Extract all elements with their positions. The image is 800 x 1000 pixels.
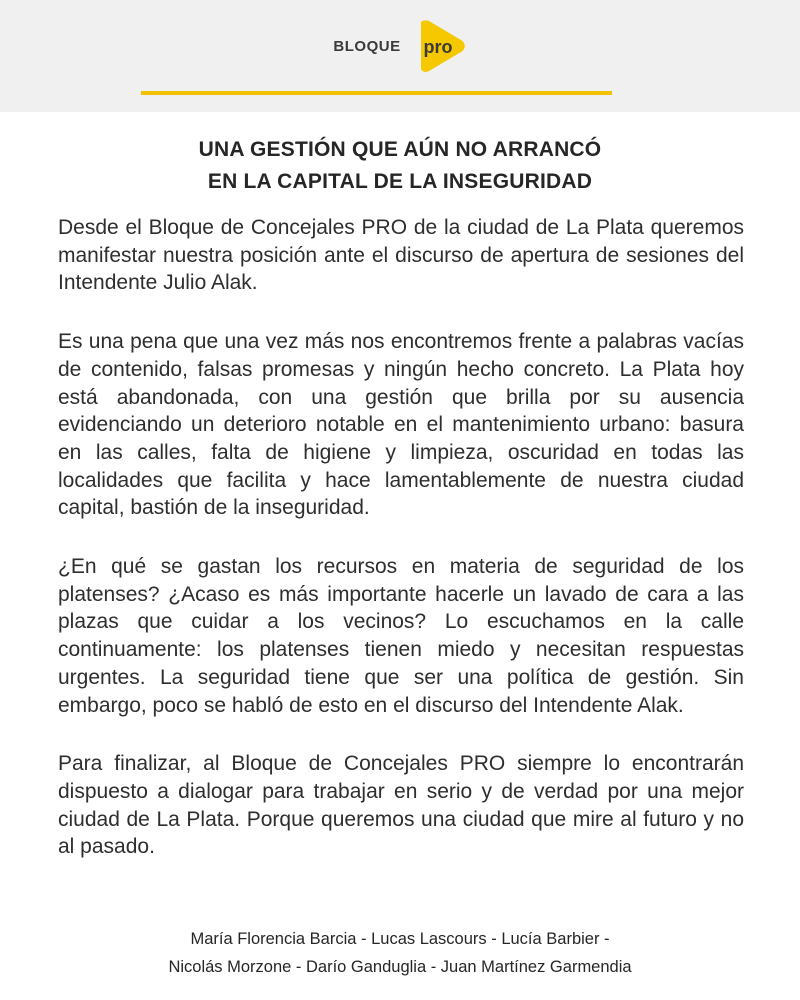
paragraph-closing: Para finalizar, al Bloque de Concejales PRO siempre lo encontrarán dispuesto a dialogar para trabajar en serio y de verdad por una mejor ciudad de La Plata. Porque queremos una ciudad que mire al futuro y no al pasado. — [58, 752, 744, 859]
signers-line-2: Nicolás Morzone - Darío Ganduglia - Juan Martínez Garmendia — [168, 958, 632, 976]
pro-logo-icon — [411, 18, 467, 74]
paragraph-questions: ¿En qué se gastan los recursos en materia de seguridad de los platenses? ¿Acaso es más importante hacerle un lavado de cara a las plazas que cuidar a los vecinos? Lo escuchamos en la calle continuamente: los platenses tienen miedo y necesitan respuestas urgentes. La seguridad tiene que ser una política de gestión. Sin embargo, poco se habló de esto en el discurso del Intendente Alak. — [58, 555, 744, 717]
header-band — [0, 0, 800, 112]
paragraph-intro: Desde el Bloque de Concejales PRO de la ciudad de La Plata queremos manifestar nuestra posición ante el discurso de apertura de sesiones del Intendente Julio Alak. — [58, 216, 744, 295]
statement-body — [58, 214, 744, 892]
signatories — [0, 925, 800, 981]
pro-logo-text: pro — [423, 37, 453, 57]
header-divider — [141, 91, 612, 95]
document-title — [0, 134, 800, 198]
signers-line-1: María Florencia Barcia - Lucas Lascours - Lucía Barbier - — [190, 930, 610, 948]
brand — [0, 18, 800, 74]
title-line-2: EN LA CAPITAL DE LA INSEGURIDAD — [207, 170, 593, 193]
title-line-1: UNA GESTIÓN QUE AÚN NO ARRANCÓ — [198, 138, 602, 161]
brand-word: BLOQUE — [333, 37, 401, 55]
paragraph-criticism: Es una pena que una vez más nos encontremos frente a palabras vacías de contenido, falsas promesas y ningún hecho concreto. La Plata hoy está abandonada, con una gestión que brilla por su ausencia evidenciando un deterioro notable en el mantenimiento urbano: basura en las calles, falta de higiene y limpieza, oscuridad en todas las localidades que facilita y hace lamentablemente de nuestra ciudad capital, bastión de la inseguridad. — [58, 330, 744, 520]
